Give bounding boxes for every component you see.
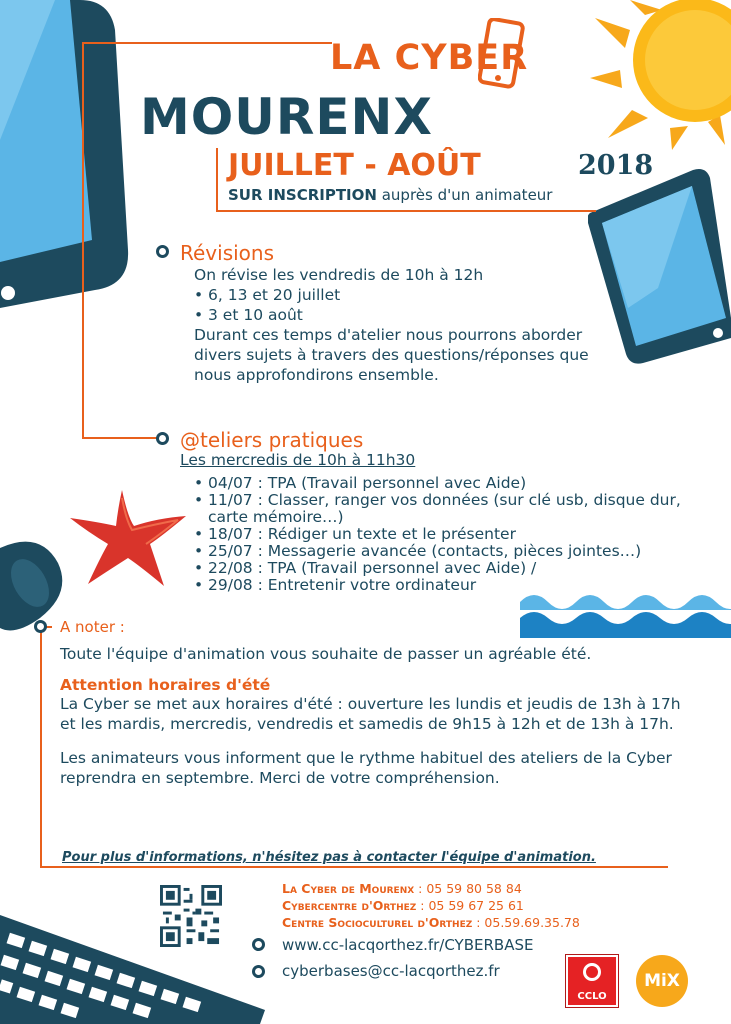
atelier-item: • 29/08 : Entretenir votre ordinateur <box>194 577 724 594</box>
timeline-line-v1 <box>216 148 218 212</box>
cclo-logo-text: CCLO <box>577 991 607 1002</box>
atelier-item: • 18/07 : Rédiger un texte et le présenter <box>194 526 724 543</box>
notes-text-2: La Cyber se met aux horaires d'été : ouverture les lundis et jeudis de 13h à 17h et les mardis, mercredis, vendredis et samedis de 9h15 à 12h et de 13h à 17h. <box>60 695 681 733</box>
sun-illustration <box>590 0 731 150</box>
keyboard-illustration <box>0 915 270 1024</box>
contact-centre: Centre Socioculturel d'Orthez : 05.59.69.35.78 <box>282 915 580 930</box>
brand-mourenx: MOURENX <box>140 88 433 146</box>
section-ateliers <box>180 428 720 594</box>
timeline-line-h4 <box>40 626 42 868</box>
qr-code[interactable] <box>160 885 222 947</box>
timeline-dot-email <box>252 965 265 978</box>
ateliers-subtitle: Les mercredis de 10h à 11h30 <box>180 451 416 469</box>
timeline-line-h2 <box>216 210 596 212</box>
summer-title: Attention horaires d'été <box>60 676 271 694</box>
timeline-dot-ateliers <box>156 432 169 445</box>
revisions-description: Durant ces temps d'atelier nous pourrons aborder divers sujets à travers des questions/réponses que nous approfondirons ensemble. <box>194 326 589 384</box>
revisions-date-1: • 6, 13 et 20 juillet <box>194 285 620 305</box>
website-link[interactable]: www.cc-lacqorthez.fr/CYBERBASE <box>282 936 534 954</box>
inscription-bold: SUR INSCRIPTION <box>228 186 377 204</box>
notes-text-3: Les animateurs vous informent que le rythme habituel des ateliers de la Cyber reprendra en septembre. Merci de votre compréhension. <box>60 749 672 787</box>
inscription-rest: auprès d'un animateur <box>376 186 553 204</box>
notes-text-1: Toute l'équipe d'animation vous souhaite de passer un agréable été. <box>60 645 592 663</box>
inscription-note <box>228 186 552 204</box>
timeline-line-h3 <box>82 437 160 439</box>
section-revisions <box>180 241 620 385</box>
notes-title: A noter : <box>60 618 125 636</box>
cclo-logo <box>566 955 618 1007</box>
mix-logo <box>636 955 688 1007</box>
atelier-item: • 11/07 : Classer, ranger vos données (sur clé usb, disque dur, carte mémoire…) <box>194 492 724 526</box>
timeline-dot-notes <box>34 620 47 633</box>
brand-la-cyber: LA CYBER <box>330 38 529 78</box>
timeline-dot-contact <box>252 938 265 951</box>
timeline-line-top <box>82 42 84 439</box>
atelier-item: • 04/07 : TPA (Travail personnel avec Aide) <box>194 475 724 492</box>
revisions-subtitle: On révise les vendredis de 10h à 12h <box>194 266 484 284</box>
contact-mourenx: La Cyber de Mourenx : 05 59 80 58 84 <box>282 881 522 896</box>
mix-logo-text: MiX <box>644 971 680 991</box>
revisions-title: Révisions <box>180 241 275 265</box>
section-notes <box>60 618 700 788</box>
atelier-item: • 22/08 : TPA (Travail personnel avec Aide) / <box>194 560 724 577</box>
year-label: 2018 <box>578 150 654 181</box>
contact-orthez: Cybercentre d'Orthez : 05 59 67 25 61 <box>282 898 524 913</box>
atelier-item: • 25/07 : Messagerie avancée (contacts, pièces jointes…) <box>194 543 724 560</box>
starfish-illustration <box>70 488 188 588</box>
ateliers-title: @teliers pratiques <box>180 428 364 452</box>
tablet-illustration <box>0 0 135 320</box>
contact-list <box>282 880 580 931</box>
timeline-line-h5 <box>40 866 668 868</box>
more-info-line: Pour plus d'informations, n'hésitez pas à contacter l'équipe d'animation. <box>62 850 596 865</box>
period-title: JUILLET - AOÛT <box>228 148 481 183</box>
email-link[interactable]: cyberbases@cc-lacqorthez.fr <box>282 962 500 980</box>
timeline-line-h1 <box>82 42 332 44</box>
revisions-date-2: • 3 et 10 août <box>194 305 620 325</box>
timeline-dot-revisions <box>156 245 169 258</box>
